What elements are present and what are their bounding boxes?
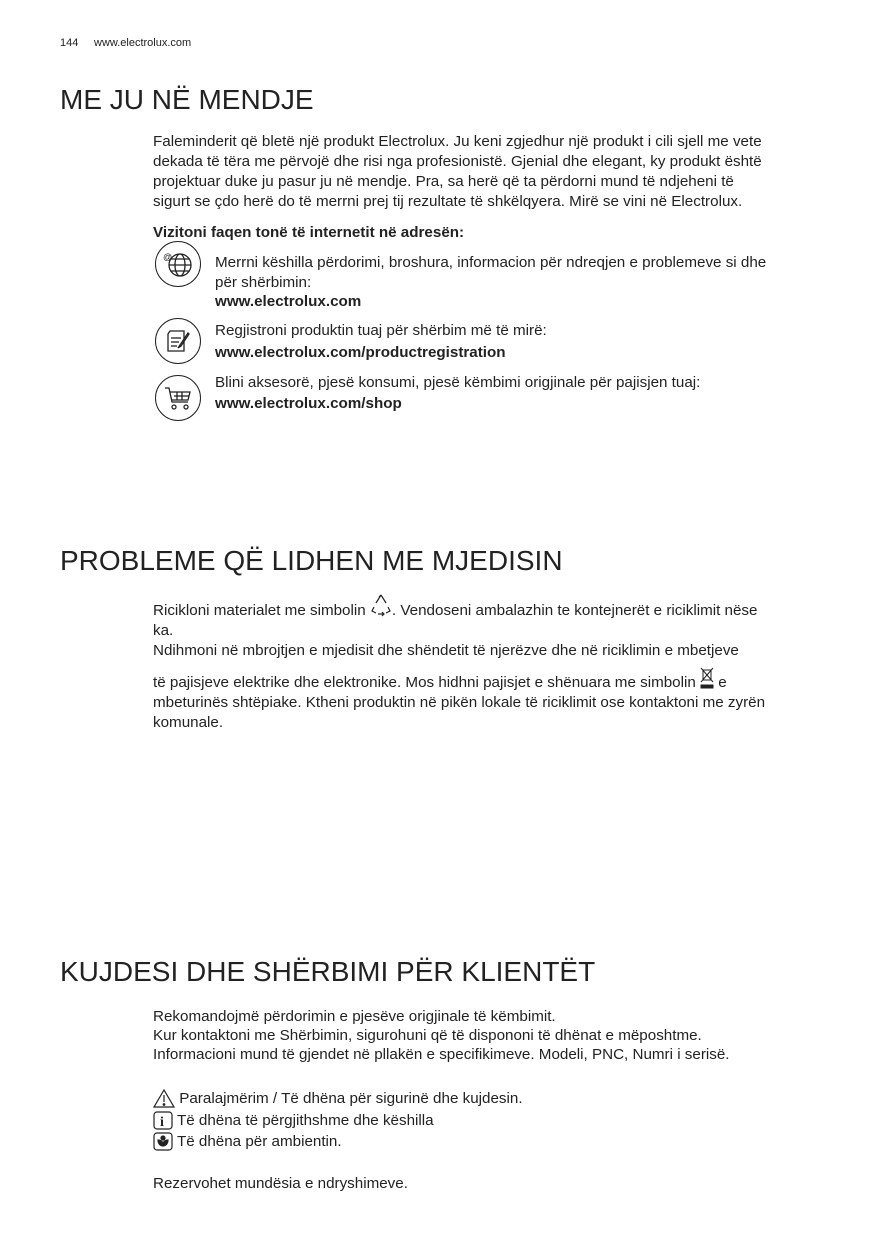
info-icon [153,1111,173,1130]
svg-text:@: @ [163,252,173,262]
environment-icon [153,1132,173,1151]
legend-item [153,1111,434,1131]
env-line: mbeturinës shtëpiake. Ktheni produktin në pikën lokale të riciklimit ose kontaktoni me zyrën [153,694,766,711]
footer-note: Rezervohet mundësia e ndryshimeve. [153,1175,408,1192]
link-electrolux[interactable]: www.electrolux.com [215,293,362,310]
header-site: www.electrolux.com [94,37,192,49]
legend-item [153,1089,523,1109]
intro-line: sigurt se çdo herë do të merrni prej tij rezultate të shkëlqyera. Mirë se vini në Electrolux. [153,193,743,210]
link-desc: Merrni këshilla përdorimi, broshura, informacion për ndreqjen e problemeve si dhe [215,254,767,271]
visit-label: Vizitoni faqen tonë të internetit në adresën: [153,224,465,241]
env-line: ka. [153,622,174,639]
intro-line: Faleminderit që bletë një produkt Electrolux. Ju keni zgjedhur një produkt i cili sjell me vete [153,133,762,150]
legend-text: Paralajmërim / Të dhëna për sigurinë dhe kujdesin. [179,1090,523,1107]
env-line: komunale. [153,714,224,731]
intro-line: projektuar duke ju pasur ju në mendje. Pra, sa herë që ta përdorni mund të ndjeheni të [153,173,734,190]
section-title-environment: PROBLEME QË LIDHEN ME MJEDISIN [60,545,563,576]
env-line [153,673,727,693]
care-line: Kur kontaktoni me Shërbimin, sigurohuni që të dispononi të dhënat e mëposhtme. [153,1027,702,1044]
care-line: Rekomandojmë përdorimin e pjesëve origjinale të këmbimit. [153,1008,556,1025]
env-text: të pajisjeve elektrike dhe elektronike. Mos hidhni pajisjet e shënuara me simbolin [153,674,701,691]
shopping-cart-icon [155,375,201,421]
document-pen-icon [155,318,201,364]
legend-text: Të dhëna të përgjithshme dhe këshilla [176,1112,434,1129]
legend-text: Të dhëna për ambientin. [176,1133,342,1150]
env-text: . Vendoseni ambalazhin te kontejnerët e riciklimit nëse [391,602,758,619]
weee-bin-icon [700,667,714,689]
care-line: Informacioni mund të gjendet në pllakën e specifikimeve. Modeli, PNC, Numri i serisë. [153,1046,730,1063]
env-text: Ricikloni materialet me simbolin [153,602,370,619]
link-desc: Regjistroni produktin tuaj për shërbim më të mirë: [215,322,547,339]
intro-line: dekada të tëra me përvojë dhe risi nga profesionistë. Gjenial dhe elegant, ky produkt është [153,153,762,170]
legend-item [153,1132,342,1152]
globe-at-icon [155,241,201,287]
env-line: Ndihmoni në mbrojtjen e mjedisit dhe shëndetit të njerëzve dhe në riciklimin e mbetjeve [153,642,739,659]
link-desc: Blini aksesorë, pjesë konsumi, pjesë këmbimi origjinale për pajisjen tuaj: [215,374,701,391]
section-title-customer-care: KUJDESI DHE SHËRBIMI PËR KLIENTËT [60,956,596,987]
warning-icon [153,1089,175,1108]
link-desc: për shërbimin: [215,274,312,291]
env-line [153,601,757,621]
link-shop[interactable]: www.electrolux.com/shop [215,395,402,412]
env-text: e [714,674,727,691]
page-number: 144 [60,37,79,49]
recycle-icon [370,593,392,617]
svg-text:i: i [160,1115,164,1131]
link-productregistration[interactable]: www.electrolux.com/productregistration [215,344,506,361]
section-title-in-mind: ME JU NË MENDJE [60,84,314,115]
